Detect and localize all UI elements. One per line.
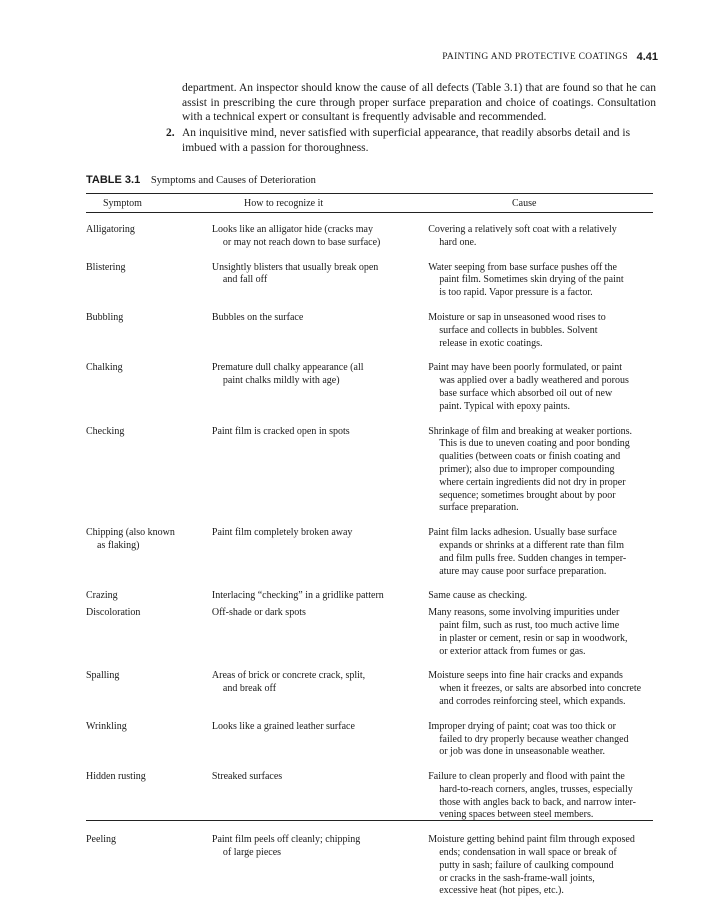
symptom-cell: Wrinkling bbox=[86, 720, 127, 732]
recognize-cell: Paint film completely broken away bbox=[211, 527, 353, 539]
recognize-cell: Paint film peels off cleanly; chipping of large pieces bbox=[211, 834, 361, 859]
recognize-cell: Bubbles on the surface bbox=[211, 311, 304, 323]
column-header-cause: Cause bbox=[512, 198, 537, 209]
cause-cell: Covering a relatively soft coat with a relatively hard one. bbox=[428, 224, 617, 248]
column-header-how: How to recognize it bbox=[244, 198, 324, 209]
table-row bbox=[86, 721, 653, 759]
recognize-cell: Looks like a grained leather surface bbox=[211, 720, 355, 732]
column-header-symptom: Symptom bbox=[103, 198, 142, 209]
page-number: 4.41 bbox=[636, 51, 658, 63]
cause-cell: Same cause as checking. bbox=[428, 590, 528, 602]
running-title: PAINTING AND PROTECTIVE COATINGS bbox=[442, 52, 628, 62]
cause-cell: Many reasons, some involving impurities under paint film, such as rust, too much active lime in plaster or cement, resin or sap in woodwork, or exterior attack from fumes or gas. bbox=[428, 607, 628, 657]
table-row bbox=[86, 426, 653, 516]
symptom-cell: Discoloration bbox=[86, 607, 141, 619]
table-row bbox=[86, 362, 653, 413]
table-row bbox=[86, 670, 653, 708]
symptom-cell: Blistering bbox=[86, 261, 126, 273]
table-label: TABLE 3.1 bbox=[86, 174, 141, 186]
running-head bbox=[0, 52, 718, 66]
symptom-cell: Peeling bbox=[86, 834, 116, 846]
paragraph-text: department. An inspector should know the cause of all defects (Table 3.1) that are found so that he can assist in prescribing the cure through proper surface preparation and choice of coatings. Consultation with a technical expert or consultant is frequently advisable and recommended. bbox=[182, 82, 656, 124]
table-header-rule bbox=[86, 212, 653, 213]
table-row bbox=[86, 527, 653, 578]
table-row bbox=[86, 590, 653, 603]
recognize-cell: Premature dull chalky appearance (all paint chalks mildly with age) bbox=[211, 362, 364, 387]
symptom-cell: Alligatoring bbox=[86, 224, 135, 235]
recognize-cell: Paint film is cracked open in spots bbox=[211, 425, 350, 437]
recognize-cell: Looks like an alligator hide (cracks may or may not reach down to base surface) bbox=[211, 224, 381, 248]
cause-cell: Shrinkage of film and breaking at weaker portions. This is due to uneven coating and poor bonding qualities (between coats or finish coating and primer); also due to improper compounding where certain ingredients did not dry in proper sequence; sometimes brought about by poor surface preparation. bbox=[428, 425, 633, 514]
item-text: An inquisitive mind, never satisfied with superficial appearance, that readily absorbs detail and is imbued with a passion for thoroughness. bbox=[182, 127, 631, 154]
recognize-cell: Off-shade or dark spots bbox=[211, 607, 306, 619]
table-row bbox=[86, 262, 653, 300]
symptom-cell: Chipping (also known as flaking) bbox=[86, 527, 175, 551]
cause-cell: Water seeping from base surface pushes off the paint film. Sometimes skin drying of the paint is too rapid. Vapor pressure is a factor. bbox=[428, 261, 624, 299]
table-caption bbox=[86, 174, 316, 186]
cause-cell: Paint may have been poorly formulated, or paint was applied over a badly weathered and porous base surface which absorbed oil out of new paint. Typical with epoxy paints. bbox=[428, 362, 629, 412]
cause-cell: Moisture seeps into fine hair cracks and expands when it freezes, or salts are absorbed into concrete and corrodes reinforcing steel, which expands. bbox=[428, 670, 642, 707]
symptom-cell: Crazing bbox=[86, 590, 118, 602]
table-row bbox=[86, 607, 653, 658]
table-row bbox=[86, 224, 653, 250]
symptom-cell: Hidden rusting bbox=[86, 771, 146, 783]
table-top-rule bbox=[86, 193, 653, 194]
cause-cell: Paint film lacks adhesion. Usually base surface expands or shrinks at a different rate than film and film pulls free. Sudden changes in temper- ature may cause poor surface preparation. bbox=[428, 527, 627, 577]
table-title: Symptoms and Causes of Deterioration bbox=[150, 175, 316, 186]
cause-cell: Moisture getting behind paint film through exposed ends; condensation in wall space or break of putty in sash; failure of caulking compound or cracks in the sash-frame-wall joints, excessive heat (hot pipes, etc.). bbox=[428, 834, 635, 897]
table-row bbox=[86, 312, 653, 350]
symptom-cell: Bubbling bbox=[86, 311, 124, 323]
recognize-cell: Streaked surfaces bbox=[211, 771, 283, 783]
table-row bbox=[86, 834, 653, 898]
symptom-cell: Spalling bbox=[86, 670, 120, 682]
cause-cell: Failure to clean properly and flood with paint the hard-to-reach corners, angles, trusses, especially those with angles back to back, and narrow inter- vening spaces between steel members. bbox=[428, 771, 636, 821]
recognize-cell: Areas of brick or concrete crack, split, and break off bbox=[211, 670, 366, 695]
recognize-cell: Unsightly blisters that usually break open and fall off bbox=[211, 261, 379, 286]
table-body bbox=[86, 224, 653, 898]
symptom-cell: Checking bbox=[86, 425, 125, 437]
table-bottom-rule bbox=[86, 820, 653, 821]
item-number: 2. bbox=[166, 127, 175, 139]
symptom-cell: Chalking bbox=[86, 362, 123, 374]
cause-cell: Improper drying of paint; coat was too thick or failed to dry properly because weather changed or job was done in unseasonable weather. bbox=[428, 720, 629, 758]
numbered-item bbox=[166, 126, 656, 155]
cause-cell: Moisture or sap in unseasoned wood rises to surface and collects in bubbles. Solvent release in exotic coatings. bbox=[428, 311, 606, 349]
recognize-cell: Interlacing “checking” in a gridlike pattern bbox=[211, 590, 384, 602]
table-row bbox=[86, 771, 653, 822]
body-paragraph bbox=[182, 81, 656, 125]
